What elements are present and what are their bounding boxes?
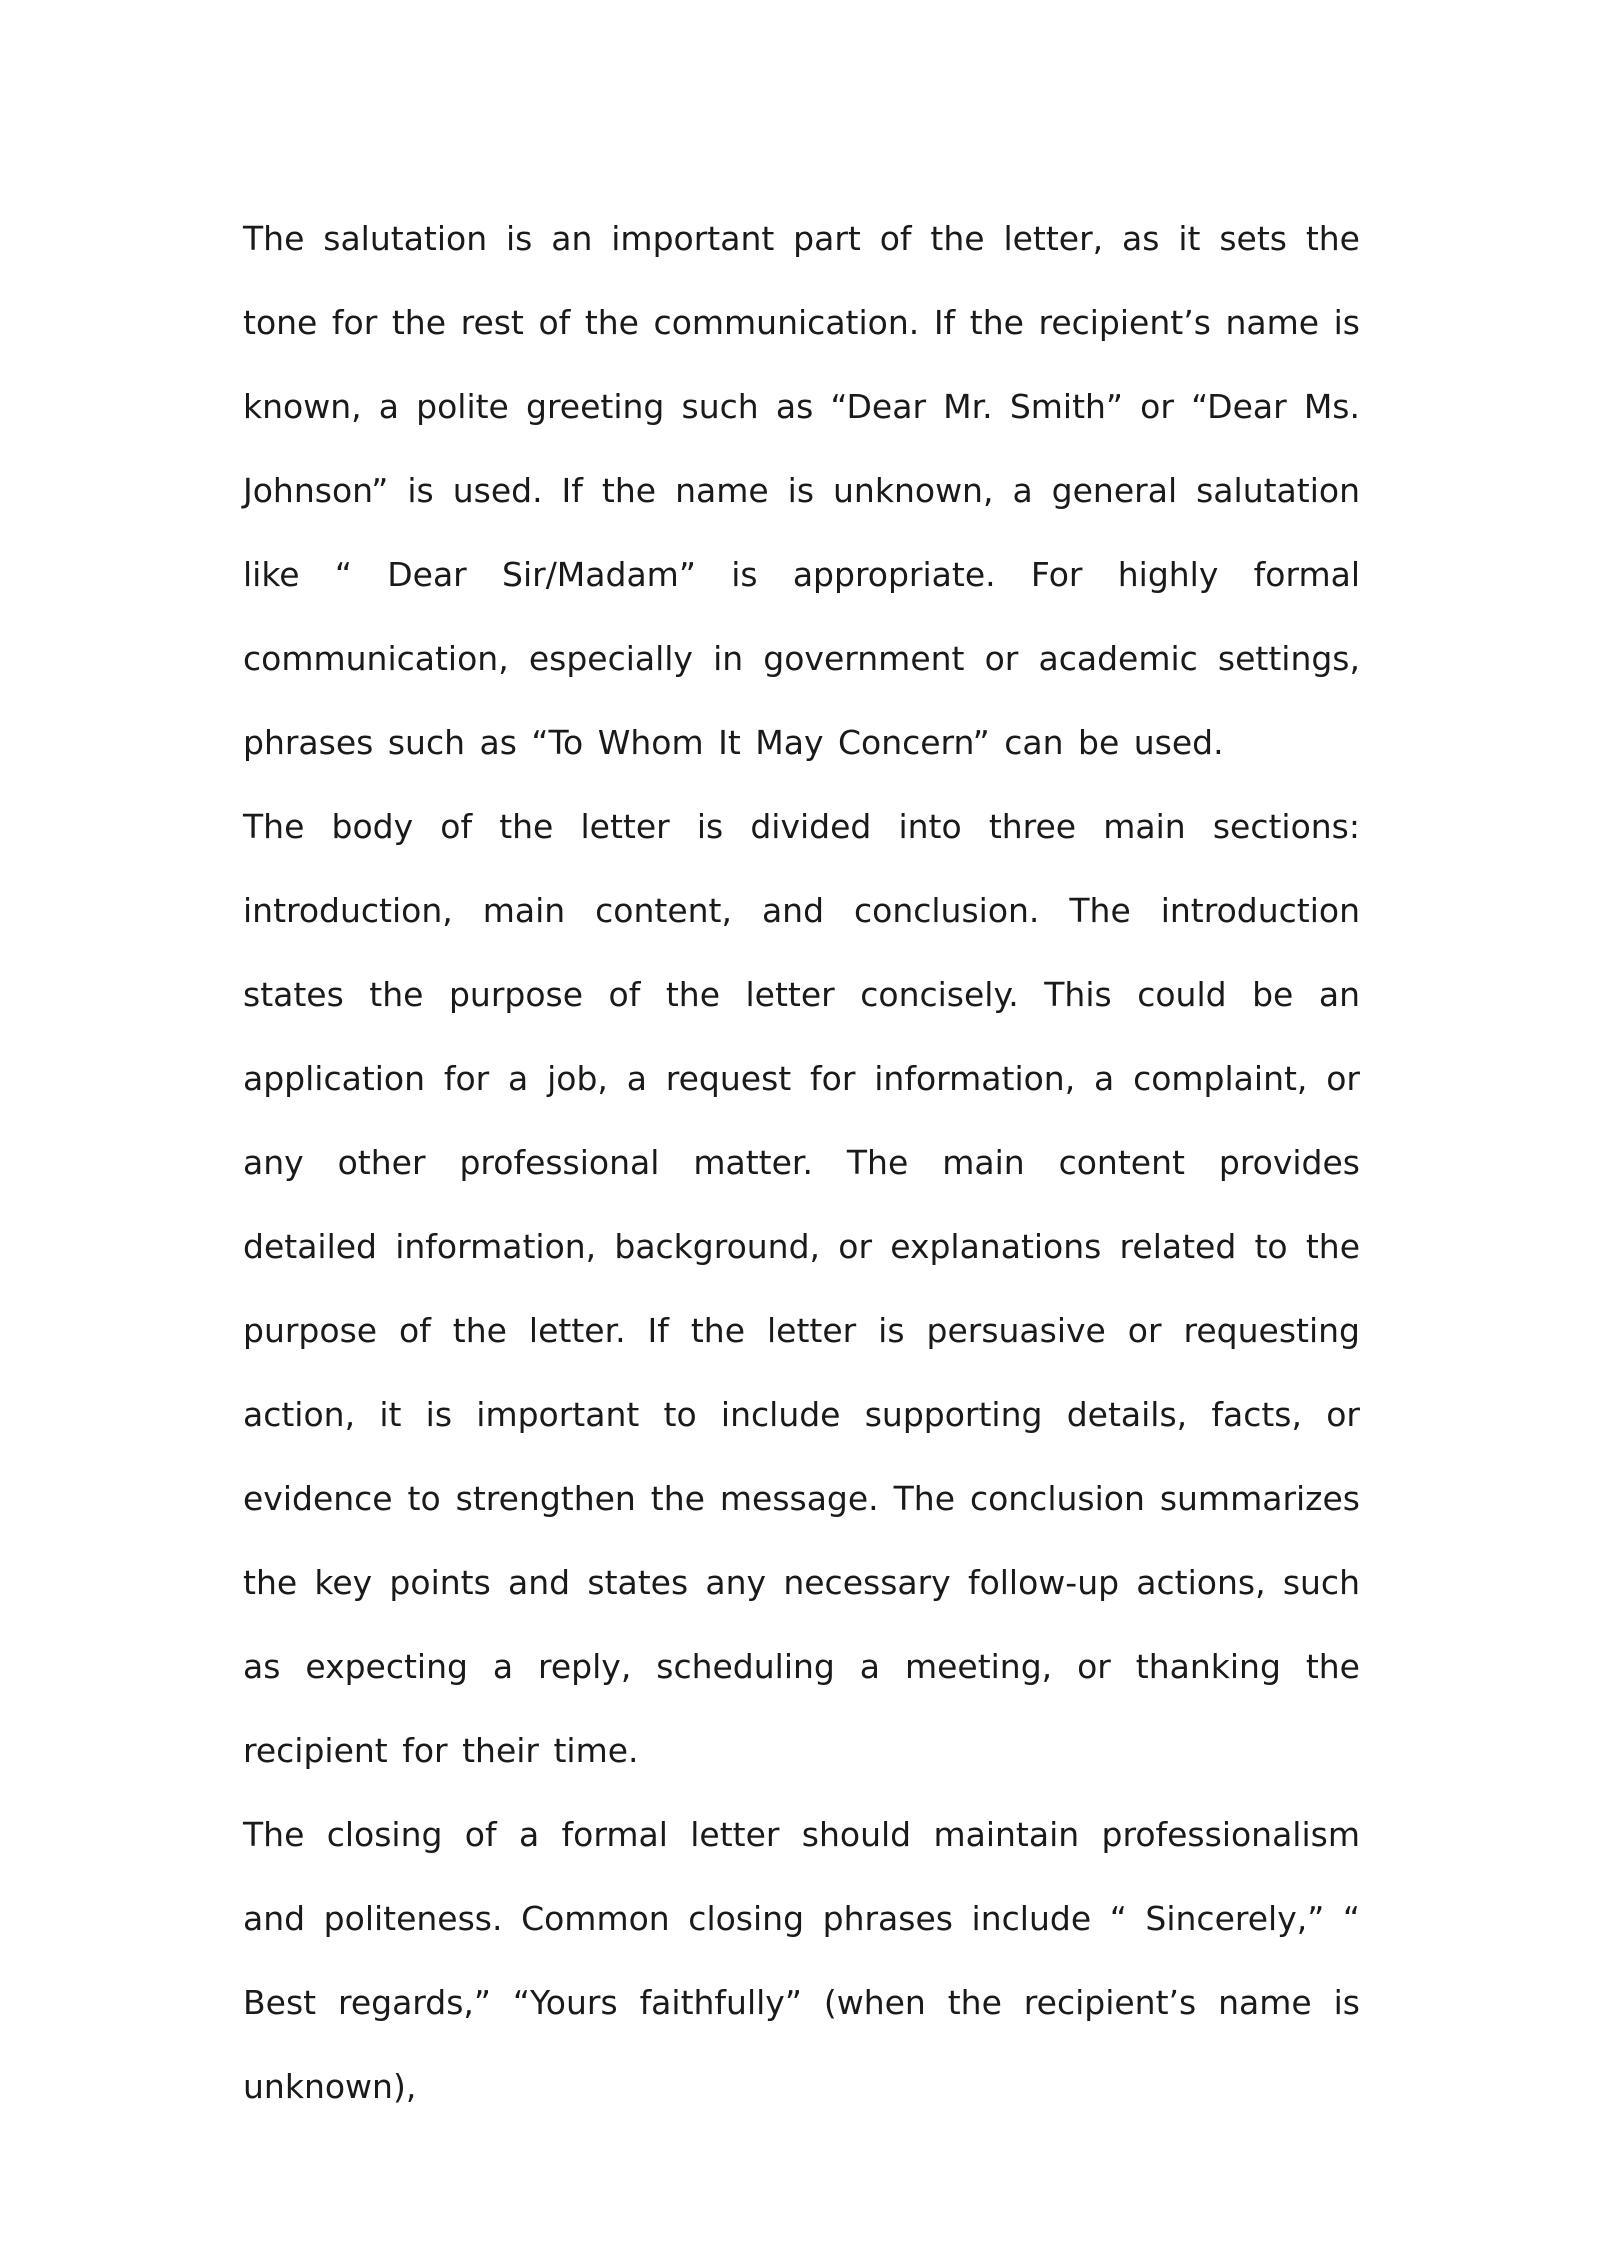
document-body (243, 197, 1360, 2129)
paragraph-closing: The closing of a formal letter should maintain professionalism and politeness. Common closing phrases include “ Sincerely,” “ Best regards,” “Yours faithfully” (when the recipient’s name is unknown), (243, 1815, 1360, 2106)
paragraph-body: The body of the letter is divided into three main sections: introduction, main content, and conclusion. The introduction states the purpose of the letter concisely. This could be an application for a job, a request for information, a complaint, or any other professional matter. The main content provides detailed information, background, or explanations related to the purpose of the letter. If the letter is persuasive or requesting action, it is important to include supporting details, facts, or evidence to strengthen the message. The conclusion summarizes the key points and states any necessary follow-up actions, such as expecting a reply, scheduling a meeting, or thanking the recipient for their time. (243, 807, 1360, 1770)
paragraph-salutation: The salutation is an important part of the letter, as it sets the tone for the rest of the communication. If the recipient’s name is known, a polite greeting such as “Dear Mr. Smith” or “Dear Ms. Johnson” is used. If the name is unknown, a general salutation like “ Dear Sir/Madam” is appropriate. For highly formal communication, especially in government or academic settings, phrases such as “To Whom It May Concern” can be used. (243, 219, 1360, 762)
